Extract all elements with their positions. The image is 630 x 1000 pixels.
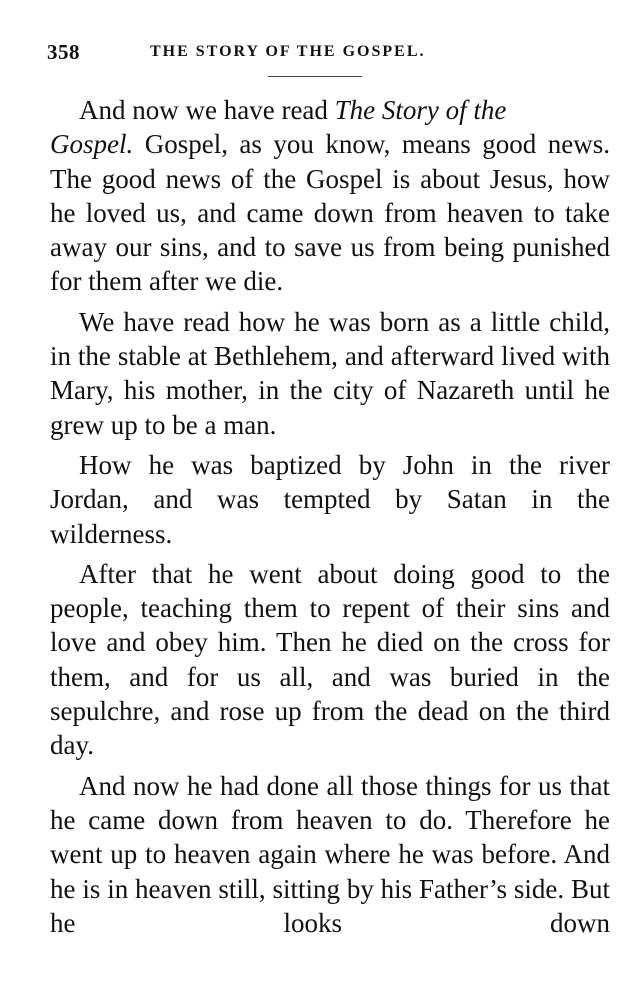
- paragraph-1-after: Gospel, as you know, means good news. The good news of the Gospel is about Jesus, how he loved us, and came down from heaven to take away our sins, and to save us from being punished for them after we die.: [50, 129, 610, 297]
- paragraph-4: After that he went about doing good to the people, teaching them to repent of their sins and love and obey him. Then he died on the cross for them, and for us all, and was buried in the sepulchre, and rose up from the dead on the third day.: [50, 558, 610, 761]
- book-title-italic: The Story of the: [334, 95, 507, 125]
- paragraph-5: And now he had done all those things for us that he came down from heaven to do. Therefore he went up to heaven again where he was before. And he is in heaven still, sitting by his Father’s side. But he looks down: [50, 770, 610, 938]
- paragraph-2: We have read how he was born as a little child, in the stable at Bethlehem, and afterward lived with Mary, his mother, in the city of Nazareth until he grew up to be a man.: [50, 306, 610, 440]
- paragraph-1: [50, 93, 610, 299]
- page-number: 358: [47, 40, 80, 64]
- page-header: [47, 40, 612, 70]
- header-rule: [268, 76, 362, 77]
- body-text: [50, 93, 610, 946]
- paragraph-3: How he was baptized by John in the river Jordan, and was tempted by Satan in the wilderness.: [50, 449, 610, 549]
- book-title-italic-continued: Gospel.: [50, 129, 134, 160]
- running-title: THE STORY OF THE GOSPEL.: [150, 43, 426, 60]
- paragraph-1-before: And now we have read: [79, 95, 335, 125]
